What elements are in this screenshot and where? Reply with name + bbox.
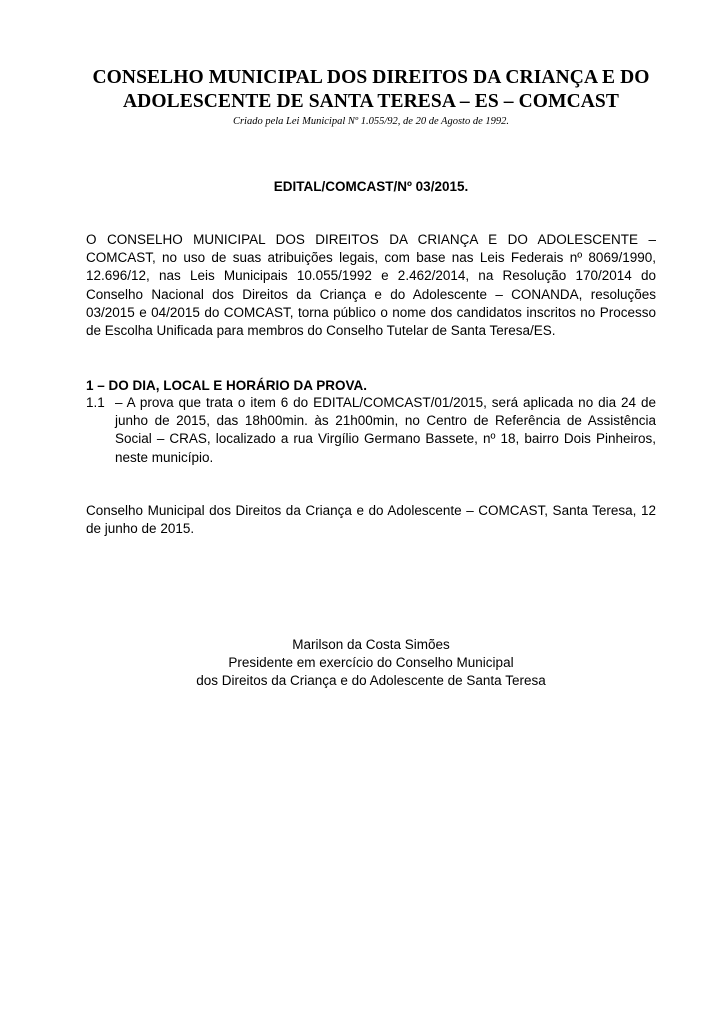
document-header xyxy=(86,66,656,129)
edital-title: EDITAL/COMCAST/Nº 03/2015. xyxy=(273,179,469,194)
section-1-heading: 1 – DO DIA, LOCAL E HORÁRIO DA PROVA. xyxy=(86,378,368,393)
header-subtitle: Criado pela Lei Municipal Nº 1.055/92, de 20 de Agosto de 1992. xyxy=(232,116,510,127)
signatory-name: Marilson da Costa Simões xyxy=(292,637,450,652)
signatory-role-line-1: Presidente em exercício do Conselho Municipal xyxy=(228,655,514,671)
item-text: – A prova que trata o item 6 do EDITAL/COMCAST/01/2015, será aplicada no dia 24 de junho de 2015, das 18h00min. às 21h00min, no Centro de Referência de Assistência Social – CRAS, localizado a rua Virgílio Germano Bassete, nº 18, bairro Dois Pinheiros, neste município. xyxy=(115,395,656,465)
intro-paragraph: O CONSELHO MUNICIPAL DOS DIREITOS DA CRIANÇA E DO ADOLESCENTE – COMCAST, no uso de suas atribuições legais, com base nas Leis Federais nº 8069/1990, 12.696/12, nas Leis Municipais 10.055/1992 e 2.462/2014, na Resolução 170/2014 do Conselho Nacional dos Direitos da Criança e do Adolescente – CONANDA, resoluções 03/2015 e 04/2015 do COMCAST, torna público o nome dos candidatos inscritos no Processo de Escolha Unificada para membros do Conselho Tutelar de Santa Teresa/ES. xyxy=(86,232,656,339)
item-number: 1.1 xyxy=(86,395,105,410)
header-title-line-1: CONSELHO MUNICIPAL DOS DIREITOS DA CRIANÇA E DO xyxy=(92,67,650,88)
closing-paragraph: Conselho Municipal dos Direitos da Criança e do Adolescente – COMCAST, Santa Teresa, 12 de junho de 2015. xyxy=(86,503,656,537)
section-1-item xyxy=(86,394,656,467)
signature-block xyxy=(86,636,656,691)
header-title-line-2: ADOLESCENTE DE SANTA TERESA – ES – COMCAST xyxy=(123,91,619,112)
signatory-role-line-2: dos Direitos da Criança e do Adolescente de Santa Teresa xyxy=(196,673,546,689)
